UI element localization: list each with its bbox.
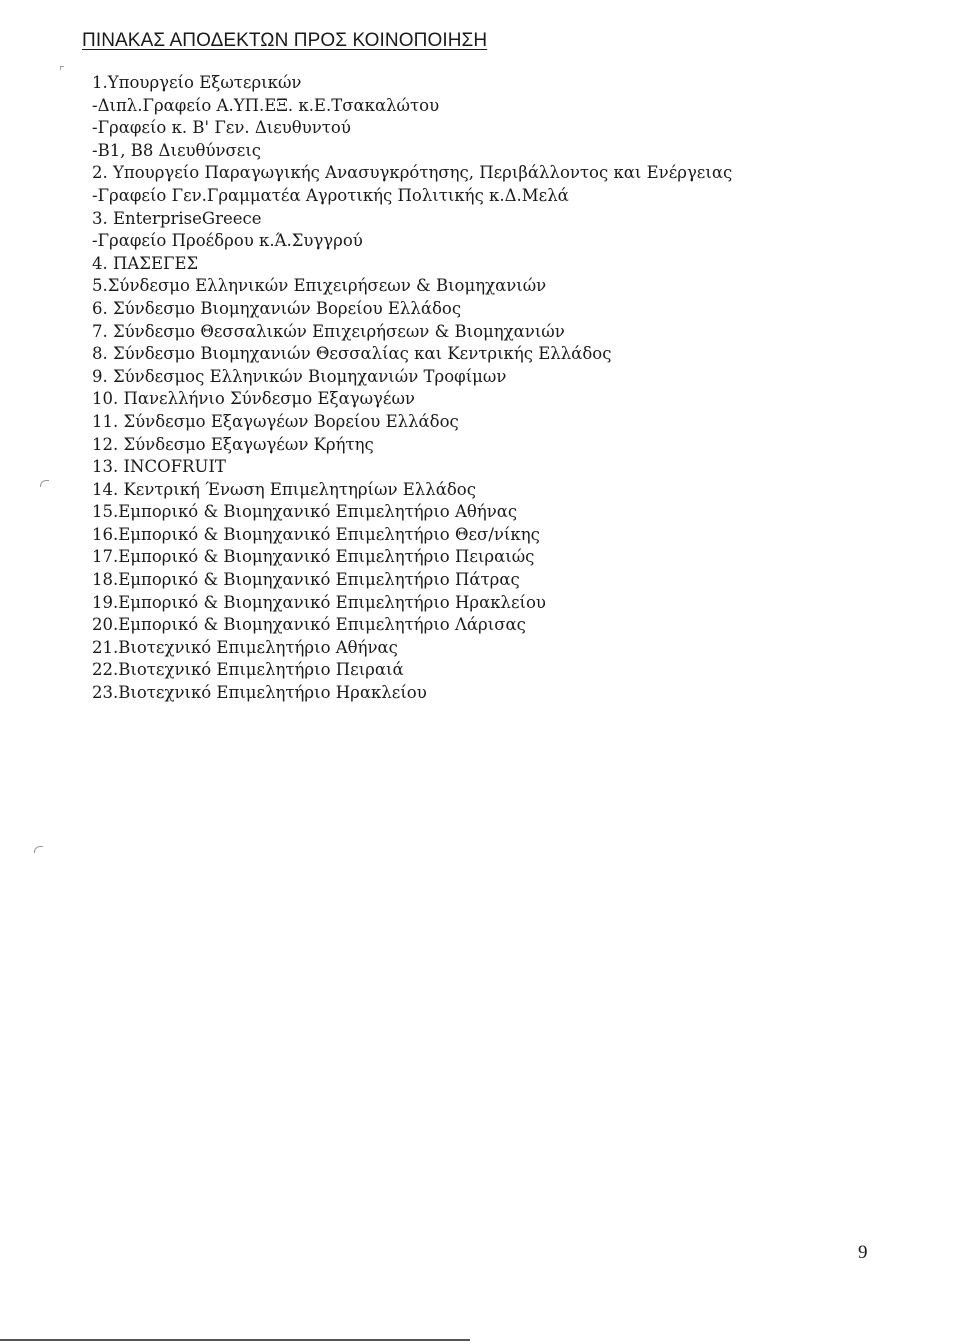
- scan-artifact: [40, 480, 49, 487]
- list-item: -Β1, Β8 Διευθύνσεις: [92, 140, 262, 160]
- list-item: 7. Σύνδεσμο Θεσσαλικών Επιχειρήσεων & Βιομηχανιών: [92, 321, 565, 341]
- footer-rule: [0, 1339, 470, 1341]
- list-item: 19.Εμπορικό & Βιομηχανικό Επιμελητήριο Ηρακλείου: [92, 592, 546, 612]
- list-item: -Διπλ.Γραφείο Α.ΥΠ.ΕΞ. κ.Ε.Τσακαλώτου: [92, 95, 440, 115]
- list-item: 13. INCOFRUIT: [92, 457, 226, 477]
- recipient-list: [92, 72, 732, 705]
- list-item: 5.Σύνδεσμο Ελληνικών Επιχειρήσεων & Βιομηχανιών: [92, 276, 547, 296]
- list-item: 3. EnterpriseGreece: [92, 208, 262, 228]
- list-item: 23.Βιοτεχνικό Επιμελητήριο Ηρακλείου: [92, 683, 427, 703]
- list-item: 9. Σύνδεσμος Ελληνικών Βιομηχανιών Τροφίμων: [92, 366, 507, 386]
- list-item: 22.Βιοτεχνικό Επιμελητήριο Πειραιά: [92, 660, 404, 680]
- scan-artifact: [34, 846, 43, 853]
- list-item: 21.Βιοτεχνικό Επιμελητήριο Αθήνας: [92, 637, 398, 657]
- list-item: 10. Πανελλήνιο Σύνδεσμο Εξαγωγέων: [92, 389, 415, 409]
- list-item: 8. Σύνδεσμο Βιομηχανιών Θεσσαλίας και Κεντρικής Ελλάδος: [92, 344, 612, 364]
- list-item: 11. Σύνδεσμο Εξαγωγέων Βορείου Ελλάδος: [92, 411, 459, 431]
- scan-artifact: [60, 66, 64, 70]
- list-item: 2. Υπουργείο Παραγωγικής Ανασυγκρότησης, Περιβάλλοντος και Ενέργειας: [92, 163, 733, 183]
- list-item: 12. Σύνδεσμο Εξαγωγέων Κρήτης: [92, 434, 374, 454]
- list-item: 15.Εμπορικό & Βιομηχανικό Επιμελητήριο Αθήνας: [92, 502, 518, 522]
- list-item: 14. Κεντρική Ένωση Επιμελητηρίων Ελλάδος: [92, 479, 476, 499]
- list-item: 20.Εμπορικό & Βιομηχανικό Επιμελητήριο Λάρισας: [92, 615, 526, 635]
- list-item: 1.Υπουργείο Εξωτερικών: [92, 73, 302, 92]
- list-item: 6. Σύνδεσμο Βιομηχανιών Βορείου Ελλάδος: [92, 298, 462, 318]
- list-item: 16.Εμπορικό & Βιομηχανικό Επιμελητήριο Θεσ/νίκης: [92, 524, 540, 544]
- page-number: 9: [858, 1242, 868, 1263]
- list-item: 17.Εμπορικό & Βιομηχανικό Επιμελητήριο Πειραιώς: [92, 547, 535, 567]
- list-item: -Γραφείο κ. Β' Γεν. Διευθυντού: [92, 118, 351, 138]
- list-item: 4. ΠΑΣΕΓΕΣ: [92, 253, 199, 273]
- list-item: -Γραφείο Γεν.Γραμματέα Αγροτικής Πολιτικής κ.Δ.Μελά: [92, 185, 569, 205]
- page-title: ΠΙΝΑΚΑΣ ΑΠΟΔΕΚΤΩΝ ΠΡΟΣ ΚΟΙΝΟΠΟΙΗΣΗ: [82, 30, 488, 51]
- list-item: -Γραφείο Προέδρου κ.Ά.Συγγρού: [92, 231, 363, 251]
- list-item: 18.Εμπορικό & Βιομηχανικό Επιμελητήριο Πάτρας: [92, 570, 520, 590]
